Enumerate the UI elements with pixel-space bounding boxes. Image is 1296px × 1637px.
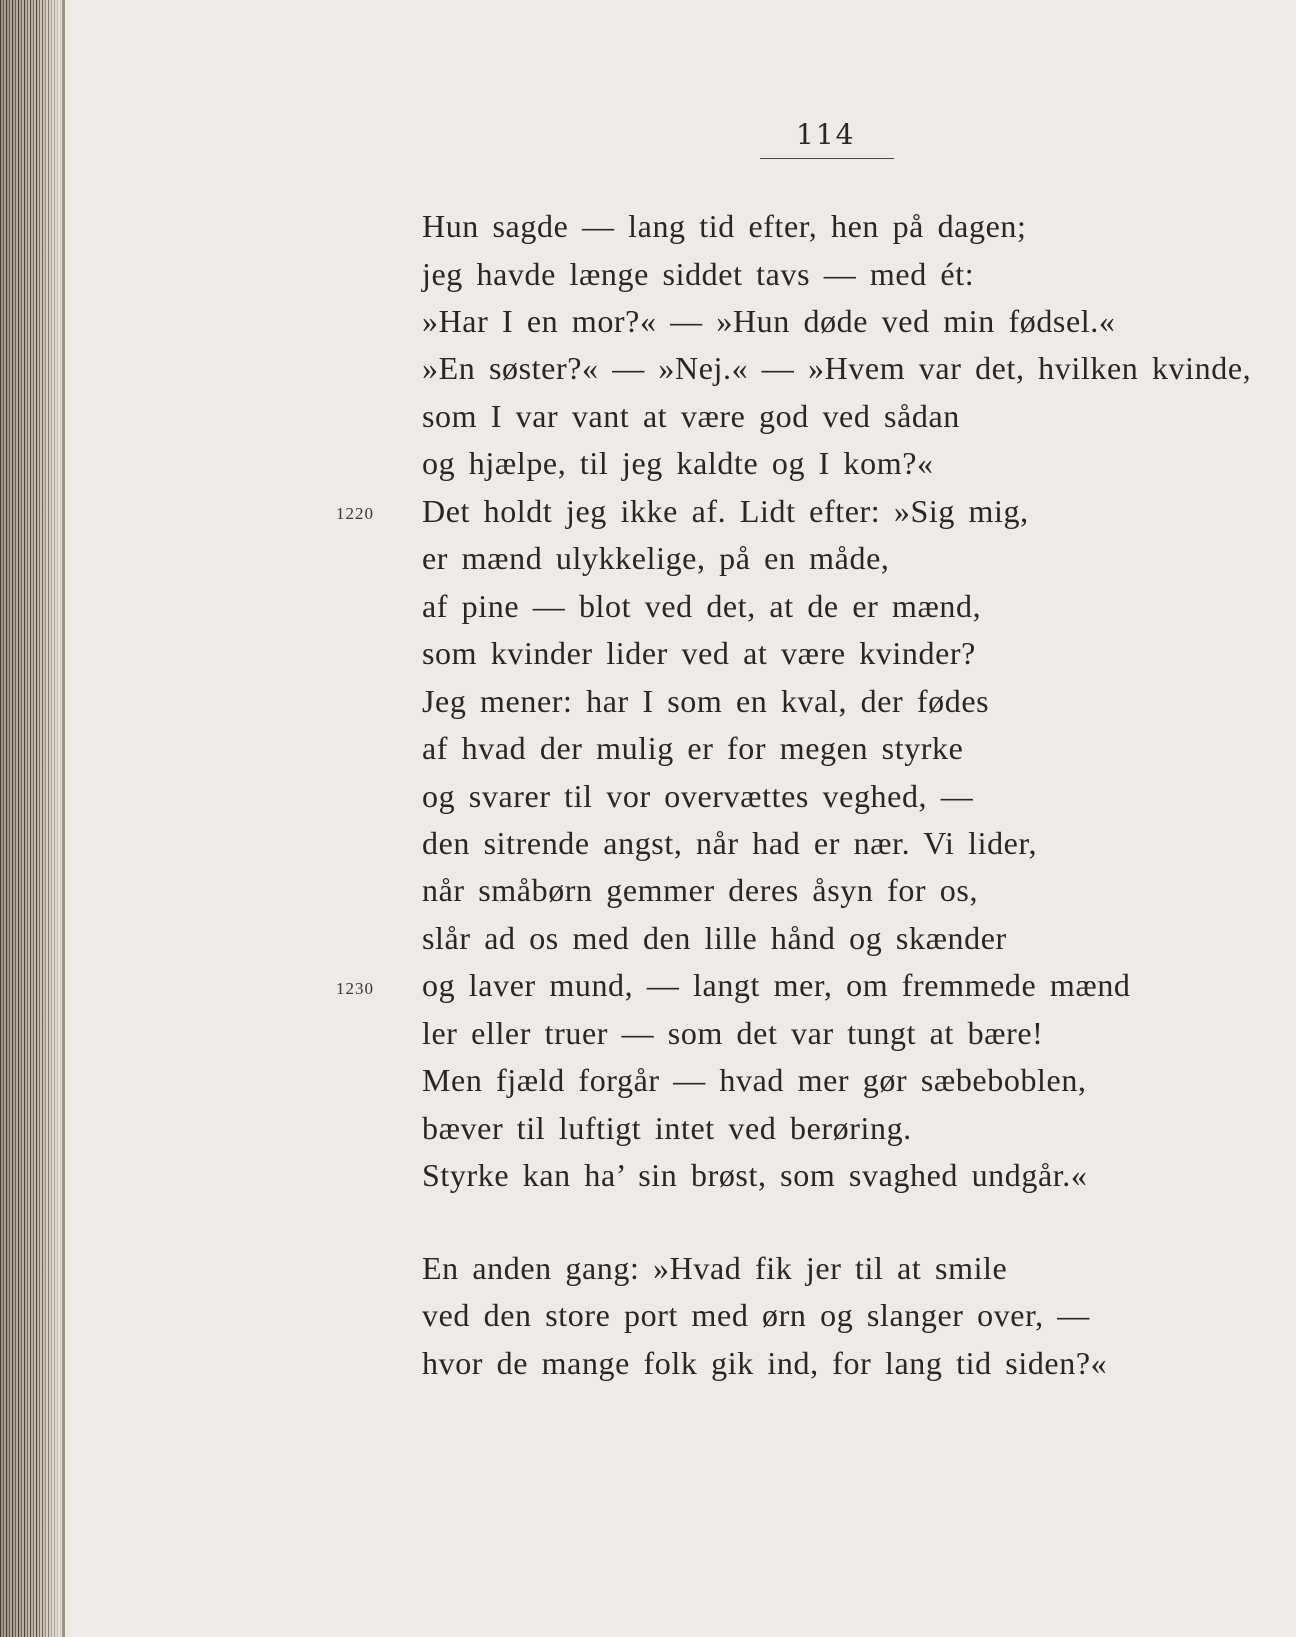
poem-line: Jeg mener: har I som en kval, der fødes [422,683,990,719]
poem-line: og laver mund, — langt mer, om fremmede mænd [422,967,1131,1003]
poem-line: hvor de mange folk gik ind, for lang tid siden?« [422,1345,1108,1381]
poem-line: som kvinder lider ved at være kvinder? [422,635,976,671]
poem-line: når småbørn gemmer deres åsyn for os, [422,872,979,908]
page-edges-shadow [0,0,64,1637]
poem-line: Hun sagde — lang tid efter, hen på dagen; [422,208,1027,244]
poem-line: »En søster?« — »Nej.« — »Hvem var det, hvilken kvinde, [422,350,1252,386]
poem-line: En anden gang: »Hvad fik jer til at smile [422,1250,1008,1286]
poem-line: og hjælpe, til jeg kaldte og I kom?« [422,445,934,481]
poem-line: bæver til luftigt intet ved berøring. [422,1110,912,1146]
poem-line: jeg havde længe siddet tavs — med ét: [422,256,975,292]
poem-line: Det holdt jeg ikke af. Lidt efter: »Sig mig, [422,493,1029,529]
line-number: 1230 [336,979,374,998]
poem-line: Styrke kan ha’ sin brøst, som svaghed undgår.« [422,1157,1088,1193]
poem-line: er mænd ulykkelige, på en måde, [422,540,890,576]
poem-line: og svarer til vor overvættes veghed, — [422,778,974,814]
poem-line: slår ad os med den lille hånd og skænder [422,920,1007,956]
poem-line: ved den store port med ørn og slanger over, — [422,1297,1090,1333]
poem-line: Men fjæld forgår — hvad mer gør sæbeboblen, [422,1062,1087,1098]
line-number: 1220 [336,504,374,523]
poem-line: af hvad der mulig er for megen styrke [422,730,964,766]
poem-line: af pine — blot ved det, at de er mænd, [422,588,982,624]
gutter-line [62,0,65,1637]
poem-line: den sitrende angst, når had er nær. Vi lider, [422,825,1038,861]
poem-line: »Har I en mor?« — »Hun døde ved min fødsel.« [422,303,1116,339]
page-number: 114 [796,118,856,151]
header-rule [760,158,894,159]
poem-line: ler eller truer — som det var tungt at bære! [422,1015,1044,1051]
poem-line: som I var vant at være god ved sådan [422,398,960,434]
